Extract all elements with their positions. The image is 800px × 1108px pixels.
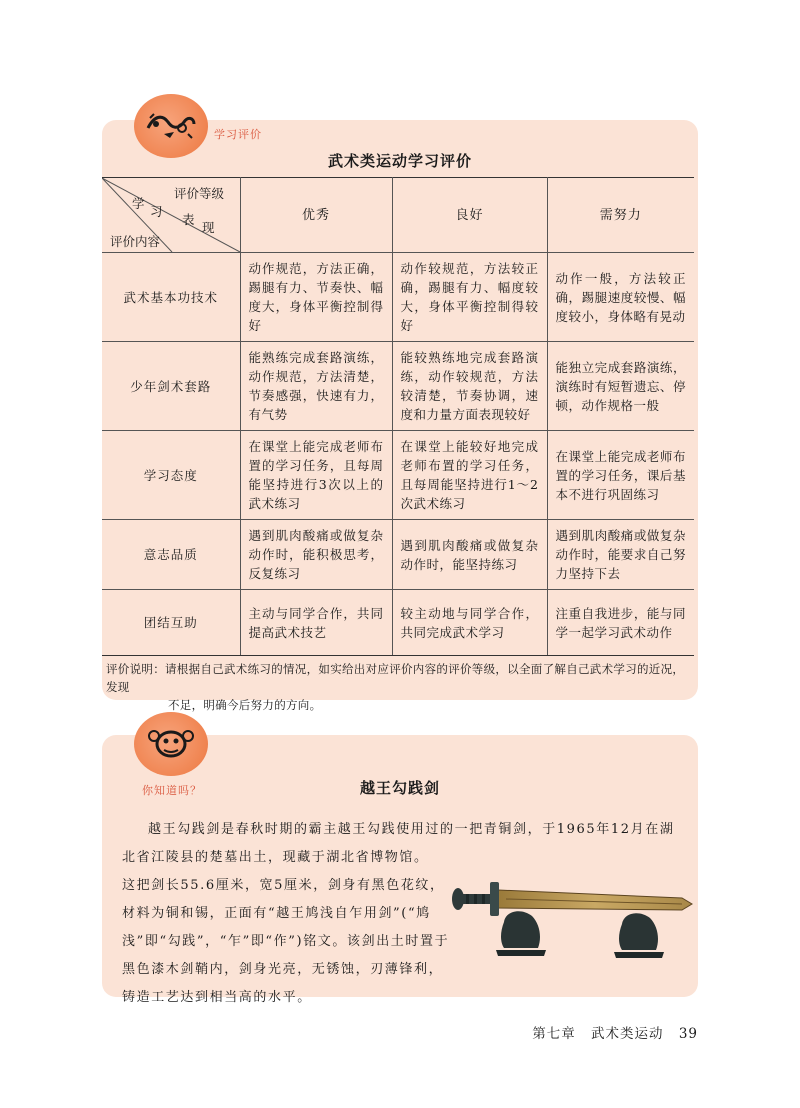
dragon-emblem-icon [144, 108, 198, 144]
table-row [102, 520, 694, 590]
sword-article-para-1: 越王勾践剑是春秋时期的霸主越王勾践使用过的一把青铜剑，于1965年12月在湖北省江陵县的楚墓出土，现藏于湖北省博物馆。 [122, 822, 675, 865]
header-corner-cell [102, 178, 240, 253]
cell-needs-work: 注重自我进步，能与同学一起学习武术动作 [547, 590, 694, 656]
page-footer [522, 1022, 698, 1042]
cell-good: 较主动地与同学合作，共同完成武术学习 [392, 590, 547, 656]
corner-grade-label: 评价等级 [174, 186, 225, 201]
cell-excellent: 主动与同学合作，共同提高武术技艺 [240, 590, 392, 656]
cell-good: 在课堂上能较好地完成老师布置的学习任务，且每周能坚持进行1～2次武术练习 [392, 431, 547, 520]
mask-emblem-icon [146, 724, 196, 764]
evaluation-note-line2: 不足，明确今后努力的方向。 [168, 698, 322, 712]
evaluation-table [102, 177, 694, 656]
did-you-know-label: 你知道吗？ [142, 784, 202, 797]
cell-good: 遇到肌肉酸痛或做复杂动作时，能坚持练习 [392, 520, 547, 590]
table-row [102, 590, 694, 656]
table-header-row [102, 178, 694, 253]
header-level-needs-work: 需努力 [547, 178, 694, 253]
header-level-excellent: 优秀 [240, 178, 392, 253]
row-name-willpower: 意志品质 [102, 520, 240, 590]
footer-chapter: 第七章 [532, 1026, 576, 1042]
bronze-sword-icon [446, 852, 696, 964]
table-row [102, 342, 694, 431]
row-name-basic-skills: 武术基本功技术 [102, 253, 240, 342]
evaluation-note-line1: 评价说明：请根据自己武术练习的情况，如实给出对应评价内容的评价等级，以全面了解自己武术学习的近况，发现 [106, 662, 685, 694]
cell-needs-work: 在课堂上能完成老师布置的学习任务，课后基本不进行巩固练习 [547, 431, 694, 520]
row-name-attitude: 学习态度 [102, 431, 240, 520]
evaluation-table-title: 武术类运动学习评价 [327, 152, 472, 170]
cell-excellent: 在课堂上能完成老师布置的学习任务，且每周能坚持进行3次以上的武术练习 [240, 431, 392, 520]
corner-content-label: 评价内容 [110, 234, 161, 249]
corner-perf-char-3: 表 [182, 212, 195, 227]
evaluation-note [106, 660, 692, 714]
table-row [102, 253, 694, 342]
cell-good: 动作较规范，方法较正确，踢腿有力、幅度较大，身体平衡控制得较好 [392, 253, 547, 342]
did-you-know-badge [134, 712, 208, 776]
cell-excellent: 遇到肌肉酸痛或做复杂动作时，能积极思考，反复练习 [240, 520, 392, 590]
evaluation-section-label: 学习评价 [214, 128, 262, 141]
corner-perf-char-1: 学 [132, 196, 145, 211]
cell-good: 能较熟练地完成套路演练，动作较规范，方法较清楚，节奏协调，速度和力量方面表现较好 [392, 342, 547, 431]
cell-excellent: 能熟练完成套路演练，动作规范，方法清楚，节奏感强，快速有力，有气势 [240, 342, 392, 431]
footer-chapter-title: 武术类运动 [591, 1026, 664, 1042]
cell-excellent: 动作规范，方法正确，踢腿有力、节奏快、幅度大，身体平衡控制得好 [240, 253, 392, 342]
footer-page-number: 39 [678, 1026, 698, 1042]
row-name-teamwork: 团结互助 [102, 590, 240, 656]
corner-perf-char-2: 习 [150, 204, 163, 219]
sword-article-para-2: 这把剑长55.6厘米，宽5厘米，剑身有黑色花纹，材料为铜和锡，正面有“越王鸠浅自乍用剑”(“鸠浅”即“勾践”，“乍”即“作”)铭文。该剑出土时置于黑色漆木剑鞘内，剑身光亮，无锈蚀，刃薄锋利，铸造工艺达到相当高的水平。 [122, 878, 450, 1005]
evaluation-badge [134, 94, 208, 158]
sword-illustration [446, 852, 696, 964]
row-name-sword-routine: 少年剑术套路 [102, 342, 240, 431]
cell-needs-work: 遇到肌肉酸痛或做复杂动作时，能要求自己努力坚持下去 [547, 520, 694, 590]
corner-perf-char-4: 现 [202, 220, 215, 235]
cell-needs-work: 能独立完成套路演练，演练时有短暂遗忘、停顿，动作规格一般 [547, 342, 694, 431]
sword-article-title: 越王勾践剑 [359, 779, 440, 797]
table-row [102, 431, 694, 520]
cell-needs-work: 动作一般，方法较正确，踢腿速度较慢、幅度较小，身体略有晃动 [547, 253, 694, 342]
header-level-good: 良好 [392, 178, 547, 253]
